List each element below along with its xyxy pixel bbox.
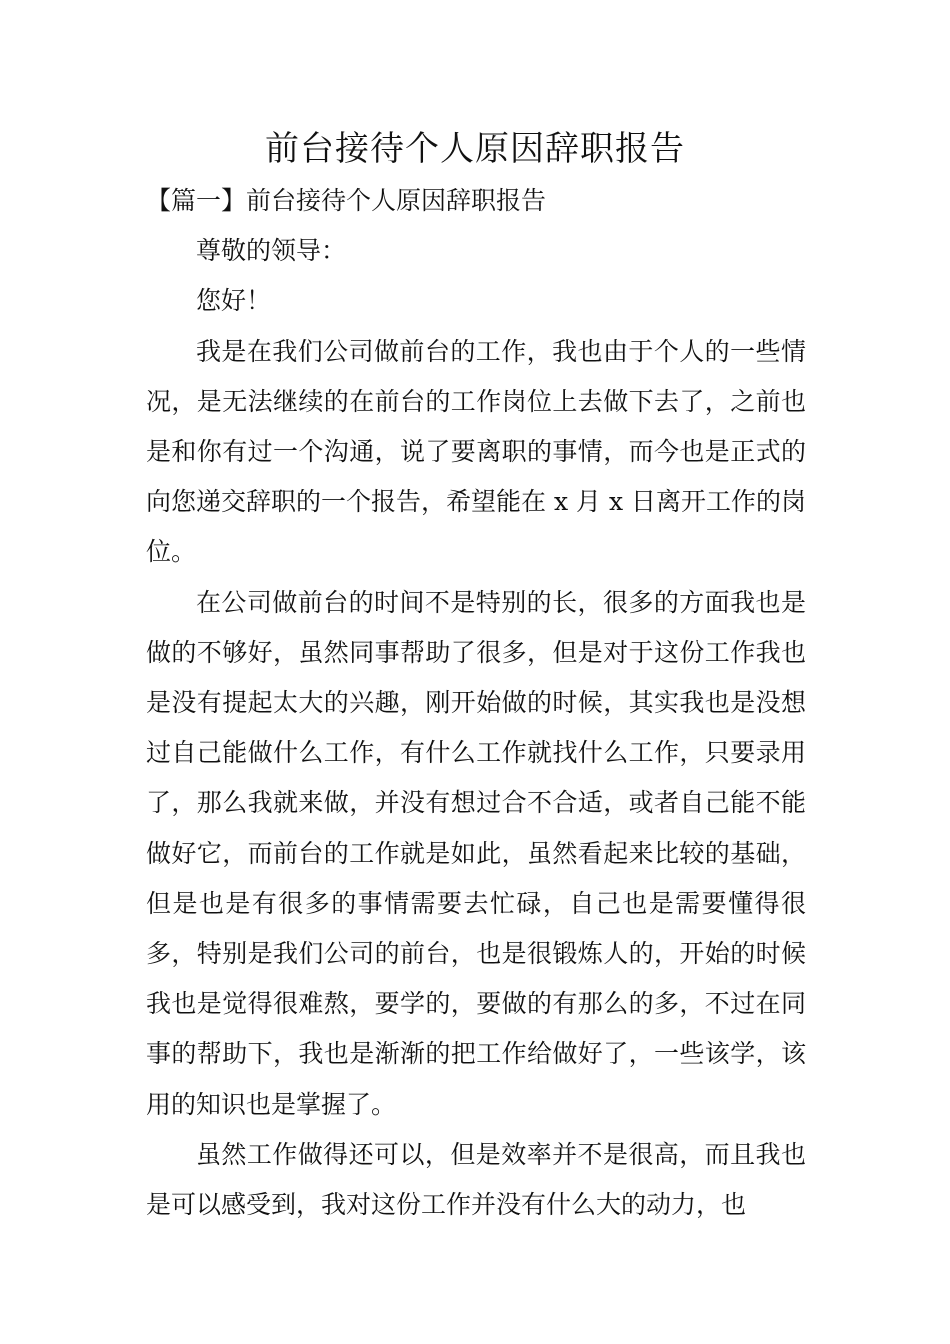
greeting: 您好！ — [196, 286, 272, 316]
document-body — [146, 176, 806, 1230]
document-title: 前台接待个人原因辞职报告 — [265, 129, 685, 169]
body-paragraph: 我是在我们公司做前台的工作，我也由于个人的一些情况，是无法继续的在前台的工作岗位上去做下去了，之前也是和你有过一个沟通，说了要离职的事情，而今也是正式的向您递交辞职的一个报告，希望能在 x 月 x 日离开工作的岗位。 — [146, 336, 806, 567]
body-paragraph: 虽然工作做得还可以，但是效率并不是很高，而且我也是可以感受到，我对这份工作并没有什么大的动力，也 — [146, 1139, 806, 1220]
body-paragraph: 在公司做前台的时间不是特别的长，很多的方面我也是做的不够好，虽然同事帮助了很多，但是对于这份工作我也是没有提起太大的兴趣，刚开始做的时候，其实我也是没想过自己能做什么工作，有什么工作就找什么工作，只要录用了，那么我就来做，并没有想过合不合适，或者自己能不能做好它，而前台的工作就是如此，虽然看起来比较的基础，但是也是有很多的事情需要去忙碌，自己也是需要懂得很多，特别是我们公司的前台，也是很锻炼人的，开始的时候我也是觉得很难熬，要学的，要做的有那么的多，不过在同事的帮助下，我也是渐渐的把工作给做好了，一些该学，该用的知识也是掌握了。 — [146, 587, 806, 1119]
salutation: 尊敬的领导： — [196, 236, 347, 266]
section-heading: 【篇一】前台接待个人原因辞职报告 — [146, 186, 547, 215]
